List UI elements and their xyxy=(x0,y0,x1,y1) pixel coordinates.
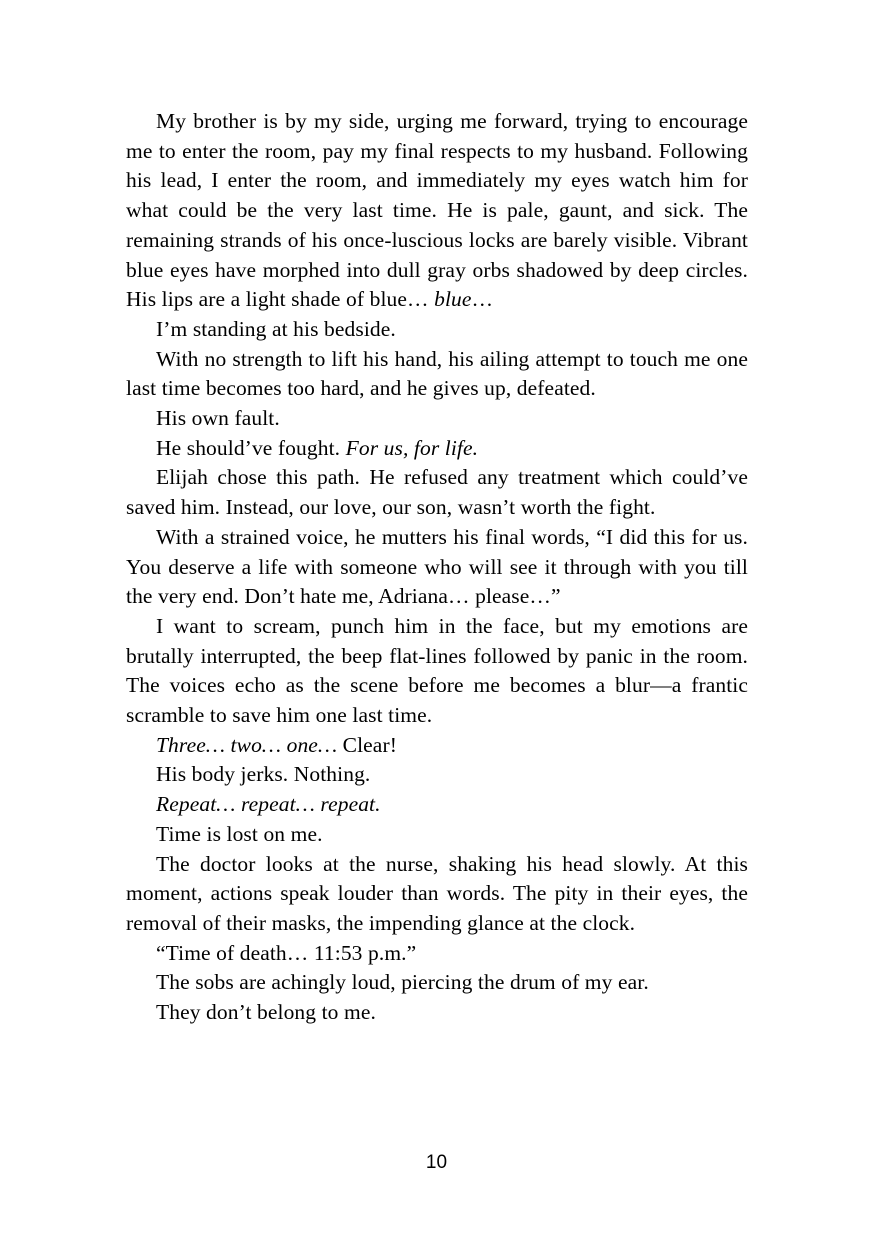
page-number: 10 xyxy=(425,1152,448,1173)
text-segment: The doctor looks at the nurse, shaking his head slowly. At this moment, actions speak louder than words. The pity in their eyes, the removal of their masks, the impending glance at the clock. xyxy=(126,851,748,935)
text-segment: I want to scream, punch him in the face, but my emotions are brutally interrupted, the beep flat-lines followed by panic in the room. The voices echo as the scene before me becomes a blur—a frantic scramble to save him one last time. xyxy=(126,613,748,728)
paragraph xyxy=(126,760,748,790)
text-segment: He should’ve fought. xyxy=(156,435,346,460)
italic-text-segment: Three… two… one… xyxy=(156,732,338,757)
text-segment: They don’t belong to me. xyxy=(156,1000,376,1025)
paragraph xyxy=(126,434,748,464)
paragraph xyxy=(126,345,748,404)
paragraph xyxy=(126,731,748,761)
italic-text-segment: For us, for life. xyxy=(345,435,479,460)
italic-text-segment: Repeat… repeat… repeat. xyxy=(156,792,381,817)
page-text xyxy=(126,107,748,1028)
paragraph xyxy=(126,968,748,998)
paragraph xyxy=(126,820,748,850)
paragraph xyxy=(126,107,748,315)
text-segment: His body jerks. Nothing. xyxy=(156,762,371,787)
paragraph xyxy=(126,523,748,612)
paragraph xyxy=(126,790,748,820)
text-segment: “Time of death… 11:53 p.m.” xyxy=(156,940,417,965)
text-segment: With a strained voice, he mutters his final words, “I did this for us. You deserve a life with someone who will see it through with you till the very end. Don’t hate me, Adriana… please…” xyxy=(126,524,748,609)
text-segment: His own fault. xyxy=(156,406,280,431)
text-segment: The sobs are achingly loud, piercing the drum of my ear. xyxy=(156,970,649,995)
text-segment: Clear! xyxy=(337,732,397,757)
paragraph xyxy=(126,463,748,522)
paragraph xyxy=(126,612,748,731)
paragraph xyxy=(126,404,748,434)
paragraph xyxy=(126,315,748,345)
paragraph xyxy=(126,939,748,969)
text-segment: … xyxy=(471,287,494,312)
text-segment: I’m standing at his bedside. xyxy=(156,316,396,341)
paragraph xyxy=(126,850,748,939)
text-segment: Elijah chose this path. He refused any treatment which could’ve saved him. Instead, our love, our son, wasn’t worth the fight. xyxy=(126,465,748,520)
text-segment: Time is lost on me. xyxy=(156,821,323,846)
text-segment: My brother is by my side, urging me forward, trying to encourage me to enter the room, pay my final respects to my husband. Following his lead, I enter the room, and immediately my eyes watch him for what could be the very last time. He is pale, gaunt, and sick. The remaining strands of his once-luscious locks are barely visible. Vibrant blue eyes have morphed into dull gray orbs shadowed by deep circles. His lips are a light shade of blue… xyxy=(126,109,748,312)
italic-text-segment: blue xyxy=(434,287,472,312)
text-segment: With no strength to lift his hand, his ailing attempt to touch me one last time becomes too hard, and he gives up, defeated. xyxy=(126,346,748,401)
paragraph xyxy=(126,998,748,1028)
